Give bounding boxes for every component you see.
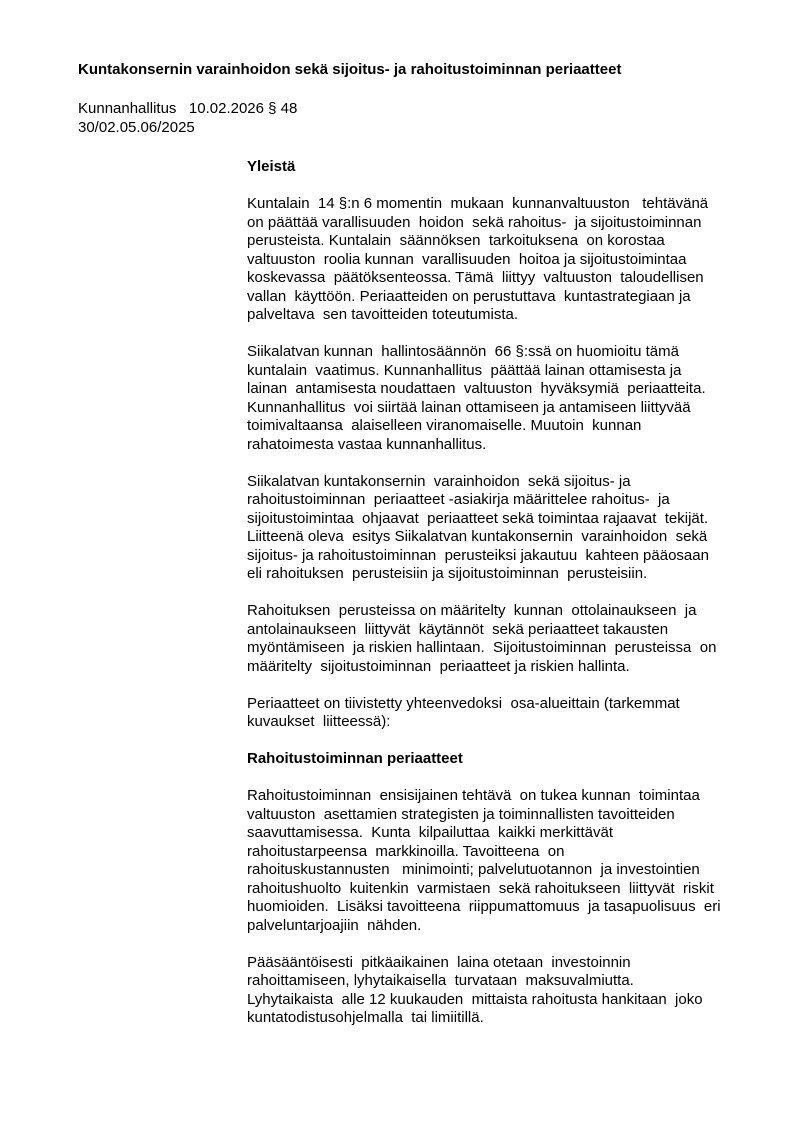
text-line: lainan antamisesta noudattaen valtuuston hyväksymiä periaatteita. xyxy=(247,380,706,397)
section-heading: Yleistä xyxy=(247,158,296,175)
text-line: rahatoimesta vastaa kunnanhallitus. xyxy=(247,435,487,453)
paragraph xyxy=(247,473,767,584)
text-line: Kunnanhallitus voi siirtää lainan ottamiseen ja antamiseen liittyvää xyxy=(247,398,691,416)
document-title: Kuntakonsernin varainhoidon sekä sijoitus- ja rahoitustoiminnan periaatteet xyxy=(78,61,622,78)
text-line: myöntämiseen ja riskien hallintaan. Sijoitustoiminnan perusteissa on xyxy=(247,639,717,656)
text-line: Rahoituksen perusteissa on määritelty kunnan ottolainaukseen ja xyxy=(247,602,697,619)
text-line: koskevassa päätöksenteossa. Tämä liittyy valtuuston taloudellisen xyxy=(247,269,704,286)
text-line: määritelty sijoitustoiminnan periaatteet ja riskien hallinta. xyxy=(247,657,630,675)
text-line: valtuuston roolia kunnan varallisuuden hoitoa ja sijoitustoimintaa xyxy=(247,250,687,268)
text-line: sijoitustoimintaa ohjaavat periaatteet sekä toimintaa rajaavat tekijät. xyxy=(247,509,709,527)
text-line: palveltava sen tavoitteiden toteutumista. xyxy=(247,306,518,323)
text-line: saavuttamisessa. Kunta kilpailuttaa kaikki merkittävät xyxy=(247,824,613,841)
text-line: Lyhytaikaista alle 12 kuukauden mittaista rahoitusta hankitaan joko xyxy=(247,990,703,1008)
text-line: kuvaukset liitteessä): xyxy=(247,713,391,730)
text-line: kuntalain vaatimus. Kunnanhallitus päättää lainan ottamisesta ja xyxy=(247,361,682,379)
meta-diary-number: 30/02.05.06/2025 xyxy=(78,118,195,136)
text-line: vallan käyttöön. Periaatteiden on perustuttava kuntastrategiaan ja xyxy=(247,287,691,305)
text-line: Pääsääntöisesti pitkäaikainen laina otetaan investoinnin xyxy=(247,953,631,971)
meta-board-date-line: Kunnanhallitus 10.02.2026 § 48 xyxy=(78,100,298,117)
text-line: rahoituskustannusten minimointi; palvelutuotannon ja investointien xyxy=(247,861,700,878)
text-line: perusteista. Kuntalain säännöksen tarkoituksena on korostaa xyxy=(247,232,665,249)
text-line: Siikalatvan kunnan hallintosäännön 66 §:ssä on huomioitu tämä xyxy=(247,343,679,360)
text-line: eli rahoituksen perusteisiin ja sijoitustoiminnan perusteisiin. xyxy=(247,565,648,582)
text-line: Kuntalain 14 §:n 6 momentin mukaan kunnanvaltuuston tehtävänä xyxy=(247,195,709,212)
paragraph xyxy=(247,954,767,1028)
section-heading: Rahoitustoiminnan periaatteet xyxy=(247,750,463,767)
text-line: palveluntarjoajiin nähden. xyxy=(247,916,422,934)
text-line: rahoitustarpeensa markkinoilla. Tavoitteena on xyxy=(247,842,565,860)
paragraph xyxy=(247,602,767,676)
text-line: antolainaukseen liittyvät käytännöt sekä periaatteet takausten xyxy=(247,620,669,638)
text-line: kuntatodistusohjelmalla tai limiitillä. xyxy=(247,1009,484,1026)
text-line: toimivaltaansa alaiselleen viranomaiselle. Muutoin kunnan xyxy=(247,417,642,434)
paragraph xyxy=(247,195,767,325)
text-line: Liitteenä oleva esitys Siikalatvan kuntakonsernin varainhoidon sekä xyxy=(247,528,708,545)
text-line: huomioiden. Lisäksi tavoitteena riippumattomuus ja tasapuolisuus eri xyxy=(247,898,721,915)
text-line: Siikalatvan kuntakonsernin varainhoidon sekä sijoitus- ja xyxy=(247,472,631,490)
document-body xyxy=(247,158,767,1046)
text-line: rahoitustoiminnan periaatteet -asiakirja määrittelee rahoitus- ja xyxy=(247,491,670,508)
text-line: Periaatteet on tiivistetty yhteenvedoksi osa-alueittain (tarkemmat xyxy=(247,694,680,712)
text-line: rahoitushuolto kuitenkin varmistaen sekä rahoitukseen liittyvät riskit xyxy=(247,879,714,897)
text-line: valtuuston asettamien strategisten ja toiminnallisten tavoitteiden xyxy=(247,805,675,823)
text-line: rahoittamiseen, lyhytaikaisella turvataan maksuvalmiutta. xyxy=(247,972,634,989)
paragraph xyxy=(247,695,767,732)
paragraph xyxy=(247,343,767,454)
text-line: on päättää varallisuuden hoidon sekä rahoitus- ja sijoitustoiminnan xyxy=(247,213,702,231)
document-meta xyxy=(78,100,297,137)
text-line: Rahoitustoiminnan ensisijainen tehtävä on tukea kunnan toimintaa xyxy=(247,787,700,804)
paragraph xyxy=(247,787,767,935)
text-line: sijoitus- ja rahoitustoiminnan perusteiksi jakautuu kahteen pääosaan xyxy=(247,546,709,564)
